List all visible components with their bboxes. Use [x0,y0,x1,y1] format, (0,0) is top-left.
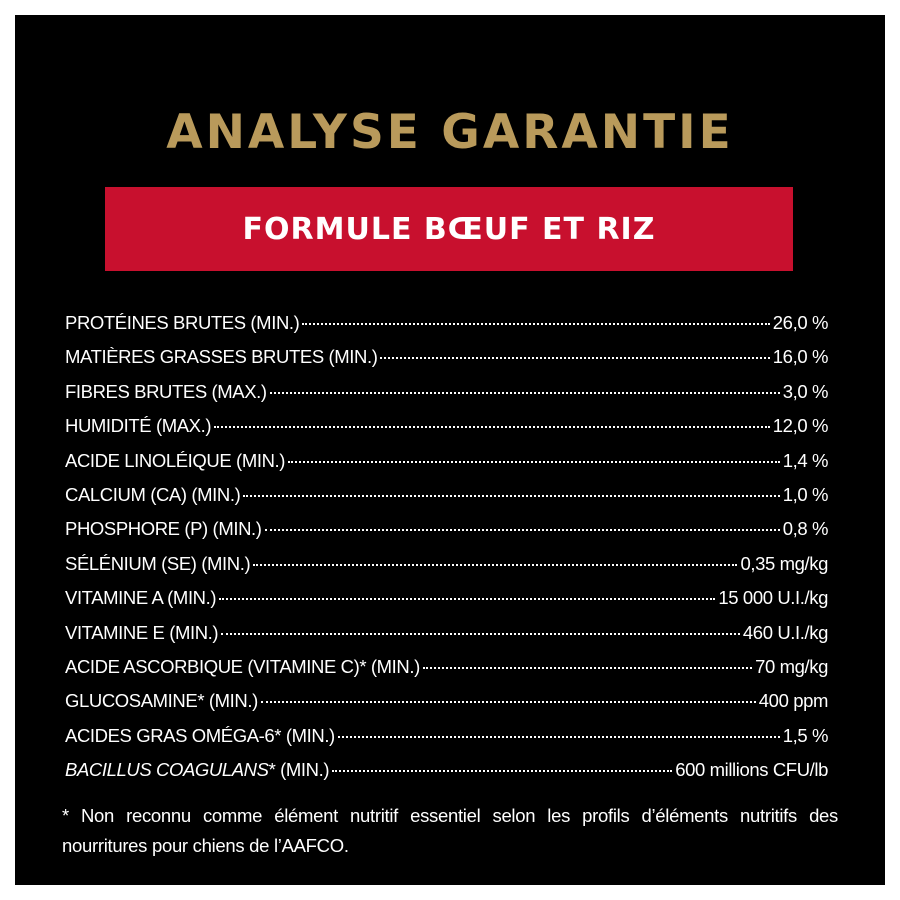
nutrient-row [65,690,828,724]
nutrient-value: 15 000 U.I./kg [718,587,828,609]
nutrient-row [65,553,828,587]
dot-leader [243,495,779,497]
nutrient-value: 0,8 % [782,518,828,540]
footnote: * Non reconnu comme élément nutritif essentiel selon les profils d’éléments nutritifs des nourritures pour chiens de l’AAFCO. [62,805,838,856]
nutrient-label: ACIDE ASCORBIQUE (VITAMINE C)* (MIN.) [65,655,420,677]
nutrient-row [65,484,828,518]
nutrient-label: GLUCOSAMINE* (MIN.) [65,690,258,712]
dot-leader [219,598,715,600]
nutrient-row [65,450,828,484]
nutrient-label-suffix: * (MIN.) [268,759,330,781]
nutrient-row [65,381,828,415]
nutrient-label-italic: BACILLUS COAGULANS [65,759,269,781]
nutrient-value: 1,5 % [782,724,828,746]
nutrient-label: CALCIUM (CA) (MIN.) [65,483,241,505]
dot-leader [214,426,770,428]
nutrient-label: HUMIDITÉ (MAX.) [65,415,212,437]
nutrient-value: 3,0 % [782,380,828,402]
nutrient-table [65,312,828,793]
nutrient-label: ACIDE LINOLÉIQUE (MIN.) [65,449,286,471]
nutrient-value: 460 U.I./kg [742,621,828,643]
nutrient-row [65,587,828,621]
nutrient-row [65,518,828,552]
nutrient-label: VITAMINE A (MIN.) [65,587,217,609]
nutrient-value: 400 ppm [758,690,828,712]
nutrient-value: 12,0 % [772,415,828,437]
nutrient-label: SÉLÉNIUM (SE) (MIN.) [65,552,251,574]
dot-leader [261,701,756,703]
nutrient-value: 600 millions CFU/lb [675,759,828,781]
dot-leader [338,736,780,738]
nutrient-label: FIBRES BRUTES (MAX.) [65,380,267,402]
nutrient-row [65,656,828,690]
nutrient-row [65,759,828,793]
page-title: ANALYSE GARANTIE [166,105,734,160]
nutrient-value: 70 mg/kg [755,655,828,677]
dot-leader [265,529,780,531]
nutrient-row [65,622,828,656]
dot-leader [380,357,769,359]
nutrient-row [65,415,828,449]
nutrient-value: 0,35 mg/kg [740,552,828,574]
nutrient-row [65,312,828,346]
dot-leader [332,770,672,772]
formula-banner [105,187,793,271]
nutrient-label: MATIÈRES GRASSES BRUTES (MIN.) [65,346,378,368]
nutrient-label: ACIDES GRAS OMÉGA-6* (MIN.) [65,724,335,746]
nutrient-row [65,725,828,759]
nutrient-value: 1,4 % [782,449,828,471]
dot-leader [423,667,752,669]
analysis-panel [15,15,885,885]
nutrient-value: 1,0 % [782,483,828,505]
nutrient-label: PHOSPHORE (P) (MIN.) [65,518,262,540]
nutrient-value: 26,0 % [772,312,828,333]
nutrient-label [65,759,329,781]
dot-leader [221,633,740,635]
dot-leader [288,461,780,463]
nutrient-label: VITAMINE E (MIN.) [65,621,219,643]
nutrient-label: PROTÉINES BRUTES (MIN.) [65,312,300,333]
nutrient-value: 16,0 % [772,346,828,368]
dot-leader [270,392,780,394]
formula-banner-label: FORMULE BŒUF ET RIZ [242,211,656,247]
dot-leader [253,564,737,566]
nutrient-row [65,346,828,380]
dot-leader [302,323,769,325]
